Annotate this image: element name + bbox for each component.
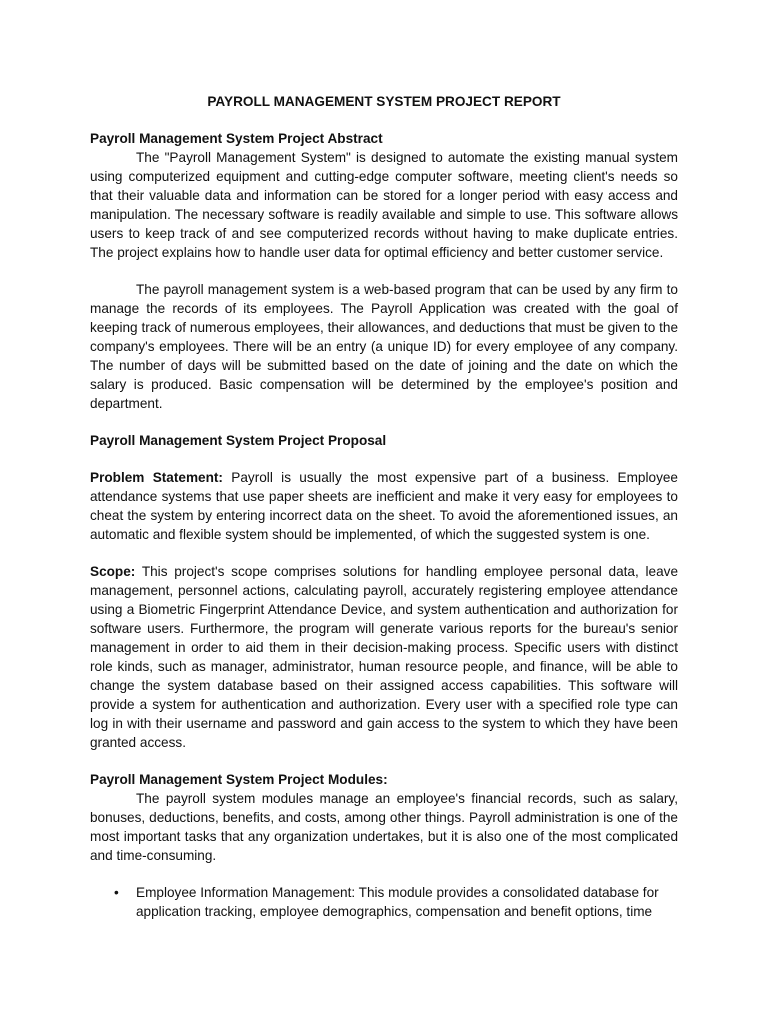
modules-paragraph-1: The payroll system modules manage an employee's financial records, such as salary, bonuses, deductions, benefits, and costs, among other things. Payroll administration is one of the most important tasks that any organization undertakes, but it is also one of the most complicated and time-consuming. — [90, 791, 678, 863]
modules-bullet-list — [90, 883, 678, 921]
problem-statement-paragraph — [90, 468, 678, 544]
document-title: PAYROLL MANAGEMENT SYSTEM PROJECT REPORT — [207, 94, 561, 109]
scope-paragraph — [90, 562, 678, 752]
list-item — [90, 883, 678, 921]
problem-statement-text: Payroll is usually the most expensive part of a business. Employee attendance systems that use paper sheets are inefficient and make it very easy for employees to cheat the system by entering incorrect data on the sheet. To avoid the aforementioned issues, an automatic and flexible system should be implemented, of which the suggested system is one. — [90, 470, 678, 542]
abstract-heading: Payroll Management System Project Abstract — [90, 131, 383, 146]
proposal-heading: Payroll Management System Project Proposal — [90, 433, 387, 448]
problem-statement-label: Problem Statement: — [90, 470, 223, 485]
abstract-paragraph-2: The payroll management system is a web-based program that can be used by any firm to manage the records of its employees. The Payroll Application was created with the goal of keeping track of numerous employees, their allowances, and deductions that must be given to the company's employees. There will be an entry (a unique ID) for every employee of any company. The number of days will be submitted based on the date of joining and the date on which the salary is produced. Basic compensation will be determined by the employee's position and department. — [90, 282, 678, 411]
scope-label: Scope: — [90, 564, 136, 579]
document-page — [90, 92, 678, 921]
bullet-text: Employee Information Management: This module provides a consolidated database for application tracking, employee demographics, compensation and benefit options, time — [136, 885, 659, 919]
modules-heading: Payroll Management System Project Modules: — [90, 772, 388, 787]
abstract-paragraph-1: The "Payroll Management System" is designed to automate the existing manual system using computerized equipment and cutting-edge computer software, meeting client's needs so that their valuable data and information can be stored for a longer period with easy access and manipulation. The necessary software is readily available and simple to use. This software allows users to keep track of and see computerized records without having to make duplicate entries. The project explains how to handle user data for optimal efficiency and better customer service. — [90, 150, 678, 260]
bullet-icon: • — [114, 885, 119, 900]
scope-text: This project's scope comprises solutions for handling employee personal data, leave management, personnel actions, calculating payroll, accurately registering employee attendance using a Biometric Fingerprint Attendance Device, and system authentication and authorization for software users. Furthermore, the program will generate various reports for the bureau's senior management in order to aid them in their decision-making process. Specific users with distinct role kinds, such as manager, administrator, human resource people, and finance, will be able to change the system database based on their assigned access capabilities. This software will provide a system for authentication and authorization. Every user with a specified role type can log in with their username and password and gain access to the system to which they have been granted access. — [90, 564, 678, 750]
